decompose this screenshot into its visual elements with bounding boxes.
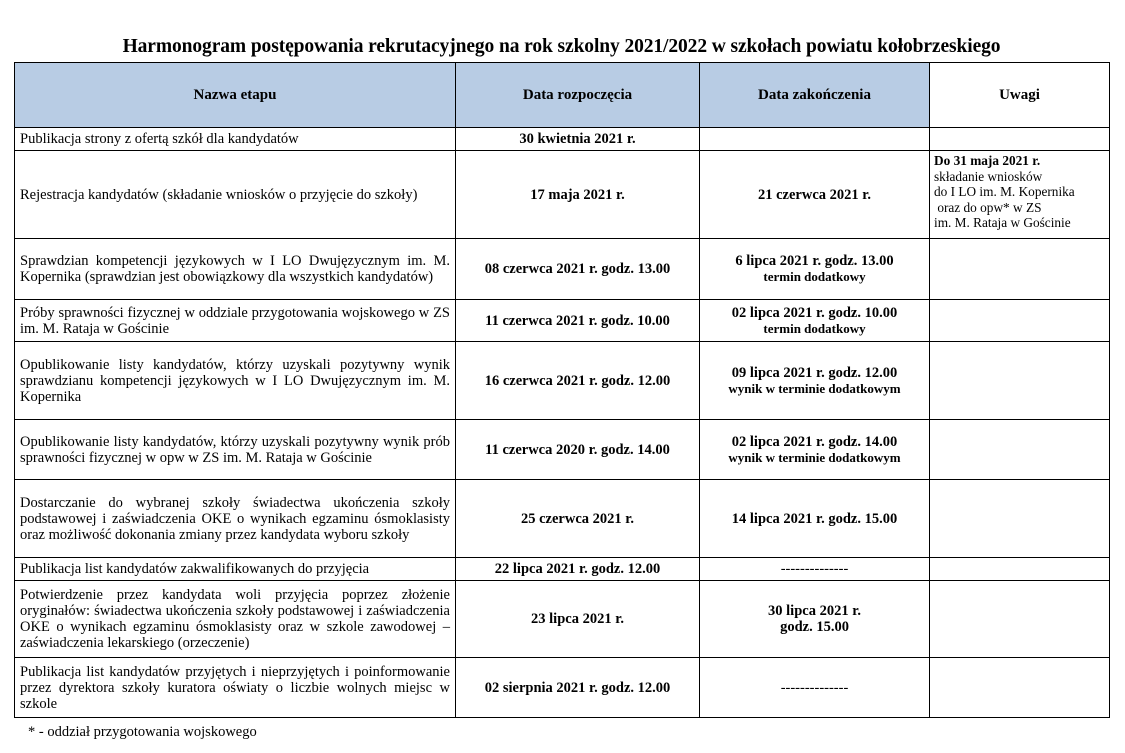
- start-date: 30 kwietnia 2021 r.: [456, 128, 700, 151]
- notes-cell: [930, 581, 1110, 658]
- header-notes: Uwagi: [930, 63, 1110, 128]
- note-deadline: Do 31 maja 2021 r.: [934, 153, 1041, 168]
- start-date: 11 czerwca 2020 r. godz. 14.00: [456, 420, 700, 480]
- notes-cell: [930, 239, 1110, 300]
- note-line: im. M. Rataja w Gościnie: [934, 215, 1071, 230]
- start-date: 17 maja 2021 r.: [456, 151, 700, 239]
- notes-cell: [930, 420, 1110, 480]
- table-row: [15, 300, 1110, 342]
- note-line: składanie wniosków: [934, 168, 1043, 184]
- stage-name: Sprawdzian kompetencji językowych w I LO Dwujęzycznym im. M. Kopernika (sprawdzian jest obowiązkowy dla wszystkich kandydatów): [15, 239, 456, 300]
- end-date-main: 6 lipca 2021 r. godz. 13.00: [735, 253, 894, 269]
- end-date-main: 02 lipca 2021 r. godz. 14.00: [731, 433, 898, 450]
- stage-name: Potwierdzenie przez kandydata woli przyjęcia poprzez złożenie oryginałów: świadectwa ukończenia szkoły podstawowej i zaświadczenia OKE o wynikach egzaminu ósmoklasisty oraz w szkole zawodowej – zaświadczenia lekarskiego (orzeczenie): [15, 581, 456, 658]
- end-date-note: wynik w terminie dodatkowym: [728, 380, 901, 396]
- notes-cell: [930, 151, 1110, 239]
- stage-name: Dostarczanie do wybranej szkoły świadectwa ukończenia szkoły podstawowej i zaświadczenia OKE o wynikach egzaminu ósmoklasisty oraz możliwość dokonania zmiany przez kandydata wyboru szkoły: [15, 480, 456, 558]
- table-row: [15, 420, 1110, 480]
- end-date-time: godz. 15.00: [780, 619, 849, 635]
- stage-name: Opublikowanie listy kandydatów, którzy uzyskali pozytywny wynik sprawdzianu kompetencji językowych w I LO Dwujęzycznym im. M. Kopernika: [15, 342, 456, 420]
- end-date: [700, 581, 930, 658]
- stage-name: Próby sprawności fizycznej w oddziale przygotowania wojskowego w ZS im. M. Rataja w Gościnie: [15, 300, 456, 342]
- table-header-row: [15, 63, 1110, 128]
- notes-cell: [930, 480, 1110, 558]
- recruitment-schedule-table: [14, 62, 1110, 718]
- start-date: 11 czerwca 2021 r. godz. 10.00: [456, 300, 700, 342]
- end-date: 21 czerwca 2021 r.: [700, 151, 930, 239]
- header-end-date: Data zakończenia: [700, 63, 930, 128]
- start-date: 22 lipca 2021 r. godz. 12.00: [456, 558, 700, 581]
- start-date: 02 sierpnia 2021 r. godz. 12.00: [456, 658, 700, 718]
- notes-cell: [930, 658, 1110, 718]
- end-date-main: 30 lipca 2021 r.: [768, 603, 861, 619]
- note-line: do I LO im. M. Kopernika: [934, 184, 1075, 199]
- table-row: [15, 480, 1110, 558]
- stage-name: Publikacja list kandydatów zakwalifikowanych do przyjęcia: [15, 558, 456, 581]
- footnote: * - oddział przygotowania wojskowego: [28, 724, 257, 740]
- end-date: [700, 300, 930, 342]
- end-date-main: 09 lipca 2021 r. godz. 12.00: [731, 364, 898, 381]
- table-row: [15, 239, 1110, 300]
- notes-cell: [930, 558, 1110, 581]
- table-row: [15, 581, 1110, 658]
- start-date: 25 czerwca 2021 r.: [456, 480, 700, 558]
- end-date: [700, 342, 930, 420]
- end-date: [700, 239, 930, 300]
- table-row: [15, 658, 1110, 718]
- stage-name: Rejestracja kandydatów (składanie wniosków o przyjęcie do szkoły): [15, 151, 456, 239]
- stage-name: Publikacja list kandydatów przyjętych i nieprzyjętych i poinformowanie przez dyrektora szkoły kuratora oświaty o liczbie wolnych miejsc w szkole: [15, 658, 456, 718]
- header-stage-name: Nazwa etapu: [15, 63, 456, 128]
- table-row: [15, 128, 1110, 151]
- start-date: 08 czerwca 2021 r. godz. 13.00: [456, 239, 700, 300]
- stage-name: Opublikowanie listy kandydatów, którzy uzyskali pozytywny wynik prób sprawności fizycznej w opw w ZS im. M. Rataja w Gościnie: [15, 420, 456, 480]
- end-date-note: termin dodatkowy: [763, 269, 866, 284]
- end-date: 14 lipca 2021 r. godz. 15.00: [700, 480, 930, 558]
- end-date-note: wynik w terminie dodatkowym: [728, 449, 901, 465]
- notes-cell: [930, 300, 1110, 342]
- end-date-main: 02 lipca 2021 r. godz. 10.00: [731, 304, 898, 321]
- notes-cell: [930, 128, 1110, 151]
- start-date: 23 lipca 2021 r.: [456, 581, 700, 658]
- table-row: [15, 558, 1110, 581]
- table-row: [15, 342, 1110, 420]
- page-title: Harmonogram postępowania rekrutacyjnego na rok szkolny 2021/2022 w szkołach powiatu kołobrzeskiego: [122, 36, 1001, 57]
- start-date: 16 czerwca 2021 r. godz. 12.00: [456, 342, 700, 420]
- notes-cell: [930, 342, 1110, 420]
- end-date: [700, 128, 930, 151]
- header-start-date: Data rozpoczęcia: [456, 63, 700, 128]
- end-date: --------------: [700, 658, 930, 718]
- stage-name: Publikacja strony z ofertą szkół dla kandydatów: [15, 128, 456, 151]
- end-date: [700, 420, 930, 480]
- note-line: oraz do opw* w ZS: [934, 199, 1042, 215]
- end-date-note: termin dodatkowy: [763, 320, 866, 336]
- end-date: --------------: [700, 558, 930, 581]
- table-row: [15, 151, 1110, 239]
